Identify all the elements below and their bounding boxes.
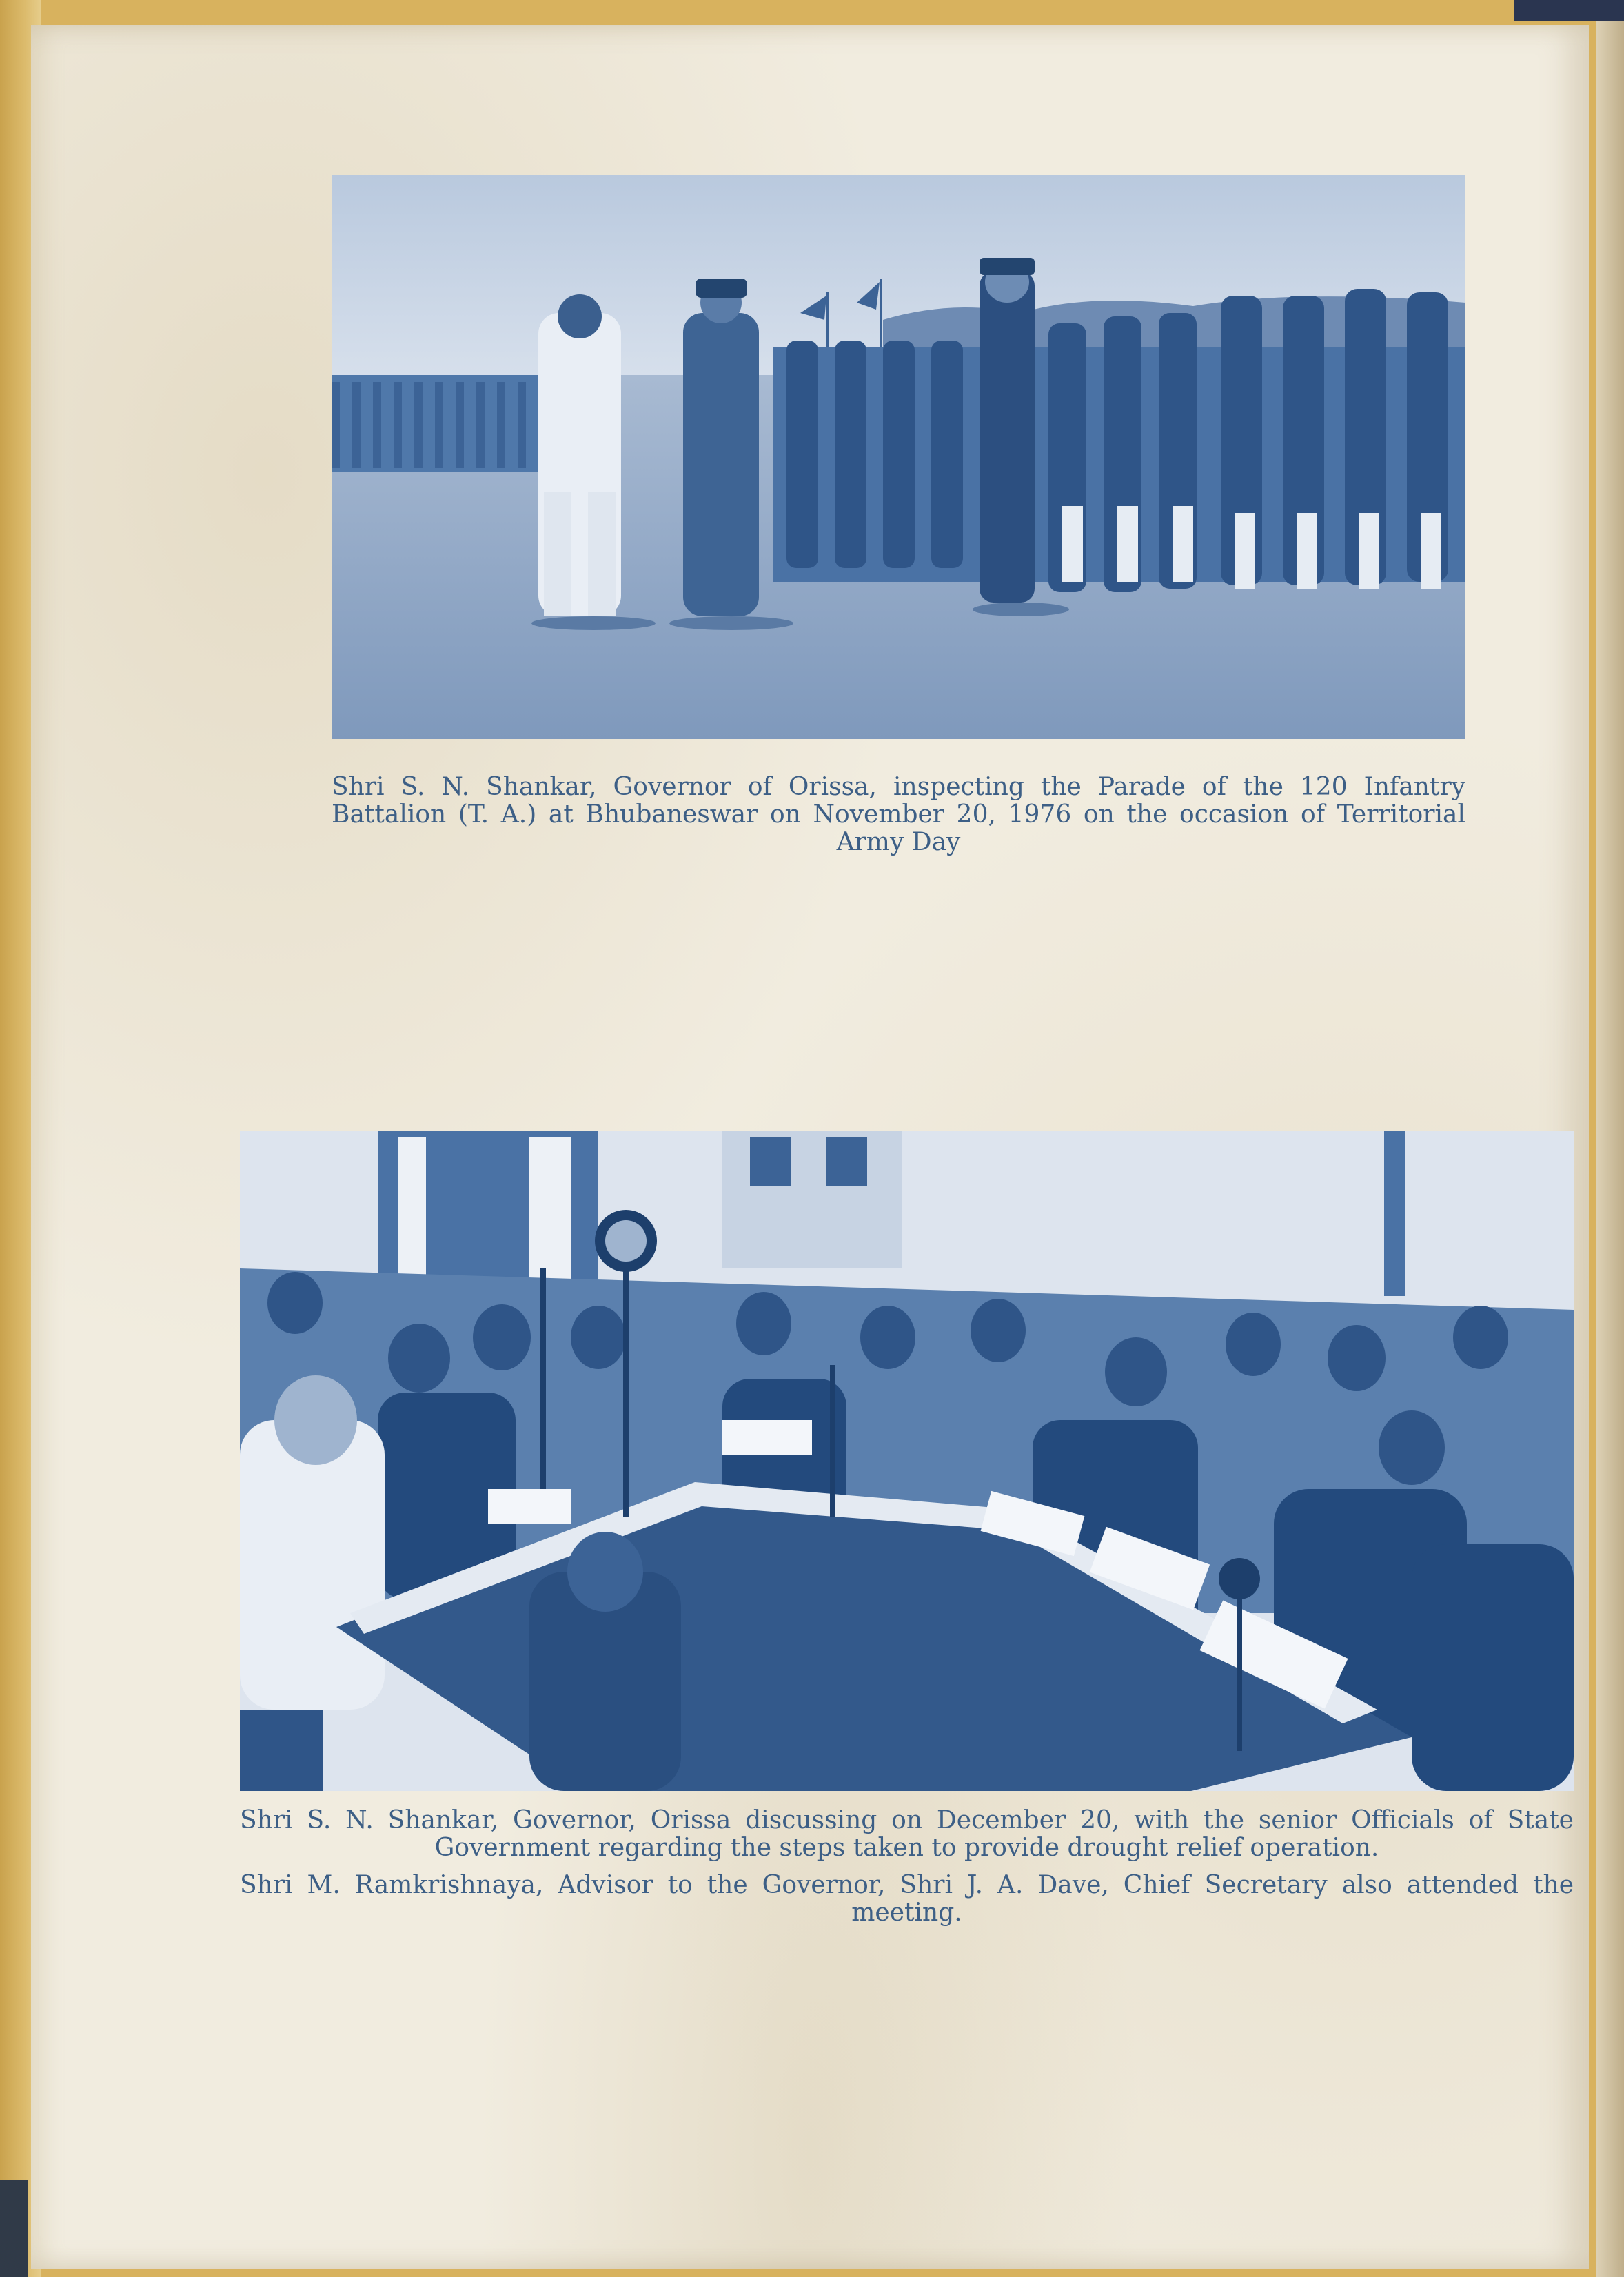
meeting-photo [240, 1131, 1574, 1791]
scan-border-right [1596, 0, 1624, 2277]
parade-photo-caption [332, 773, 1465, 856]
meeting-caption-paragraph-2: Shri M. Ramkrishnaya, Advisor to the Governor, Shri J. A. Dave, Chief Secretary also attended the meeting. [240, 1871, 1574, 1927]
meeting-photo-image [240, 1131, 1574, 1791]
scan-corner-top-right [1514, 0, 1624, 21]
scan-corner-bottom-left [0, 2180, 28, 2277]
meeting-photo-caption [240, 1807, 1574, 1927]
parade-photo-image [332, 175, 1465, 739]
document-page [31, 25, 1589, 2269]
parade-photo [332, 175, 1465, 739]
parade-caption-text: Shri S. N. Shankar, Governor of Orissa, inspecting the Parade of the 120 Infantry Battalion (T. A.) at Bhubaneswar on November 20, 1976 on the occasion of Territorial Army Day [332, 773, 1465, 856]
meeting-caption-paragraph-1: Shri S. N. Shankar, Governor, Orissa discussing on December 20, with the senior Officials of State Government regarding the steps taken to provide drought relief operation. [240, 1806, 1574, 1862]
